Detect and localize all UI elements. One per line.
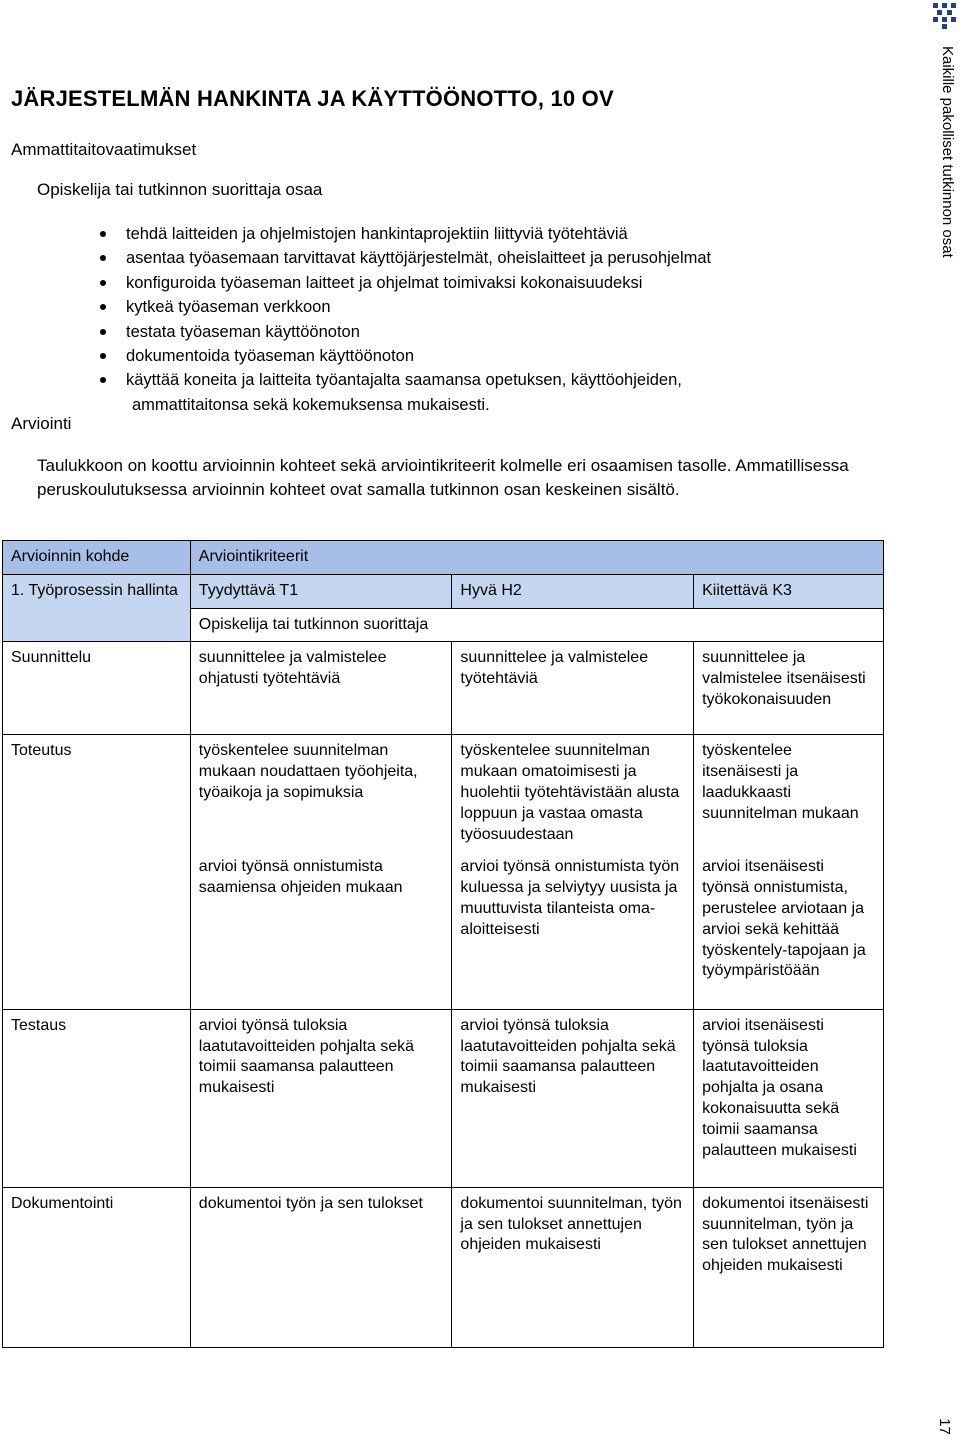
assessment-heading: Arviointi (11, 414, 72, 433)
row-t1: työskentelee suunnitelman mukaan noudattaen työohjeita, työaikoja ja sopimuksia (190, 735, 452, 851)
bullet-icon (100, 377, 106, 383)
skills-list (96, 222, 711, 417)
row-h2: arvioi työnsä tuloksia laatutavoitteiden pohjalta sekä toimii saamansa palautteen mukaisesti (452, 1009, 694, 1187)
assessment-paragraph: Taulukkoon on koottu arvioinnin kohteet sekä arviointikriteerit kolmelle eri osaamisen tasolle. Ammatillisessa peruskoulutuksessa arvioinnin kohteet ovat samalla tutkinnon osan keskeinen sisältö. (37, 456, 849, 499)
page-title: JÄRJESTELMÄN HANKINTA JA KÄYTTÖÖNOTTO, 10 OV (11, 86, 614, 111)
bullet-icon (100, 255, 106, 261)
row-t1: arvioi työnsä onnistumista saamiensa ohjeiden mukaan (190, 851, 452, 1009)
bullet-icon (100, 304, 106, 310)
header-assessment-target: Arvioinnin kohde (3, 541, 191, 575)
row-t1: arvioi työnsä tuloksia laatutavoitteiden pohjalta sekä toimii saamansa palautteen mukaisesti (190, 1009, 452, 1187)
table-row (3, 735, 884, 851)
list-item: testata työaseman käyttöönoton (96, 320, 711, 344)
row-h2: dokumentoi suunnitelman, työn ja sen tulokset annettujen ohjeiden mukaisesti (452, 1187, 694, 1347)
row-k3: arvioi itsenäisesti työnsä onnistumista, perustelee arviotaan ja arvioi sekä kehittää työskentely-tapojaan ja työympäristöään (694, 851, 884, 1009)
list-item: asentaa työasemaan tarvittavat käyttöjärjestelmät, oheislaitteet ja perusohjelmat (96, 246, 711, 270)
table-row (3, 642, 884, 735)
table-row (3, 851, 884, 1009)
bullet-icon (100, 280, 106, 286)
row-k3: työskentelee itsenäisesti ja laadukkaasti suunnitelman mukaan (694, 735, 884, 851)
bullet-icon (100, 231, 106, 237)
row-h2: arvioi työnsä onnistumista työn kuluessa ja selviytyy uusista ja muuttuvista tilanteista oma-aloitteisesti (452, 851, 694, 1009)
level-h2: Hyvä H2 (452, 574, 694, 608)
row-t1: suunnittelee ja valmistelee ohjatusti työtehtäviä (190, 642, 452, 735)
list-item: konfiguroida työaseman laitteet ja ohjelmat toimivaksi kokonaisuudeksi (96, 271, 711, 295)
table-header-row (3, 541, 884, 575)
list-item: käyttää koneita ja laitteita työantajalta saamansa opetuksen, käyttöohjeiden, ammattitaitonsa sekä kokemuksensa mukaisesti. (96, 368, 711, 417)
row-k3: arvioi itsenäisesti työnsä tuloksia laatutavoitteiden pohjalta ja osana kokonaisuutta sekä toimii saamansa palautteen mukaisesti (694, 1009, 884, 1187)
intro-line: Opiskelija tai tutkinnon suorittaja osaa (37, 180, 323, 199)
row-t1: dokumentoi työn ja sen tulokset (190, 1187, 452, 1347)
header-assessment-criteria: Arviointikriteerit (190, 541, 883, 575)
performer-label: Opiskelija tai tutkinnon suorittaja (190, 608, 883, 642)
bullet-icon (100, 329, 106, 335)
row-target: Dokumentointi (3, 1187, 191, 1347)
row-h2: suunnittelee ja valmistelee työtehtäviä (452, 642, 694, 735)
row-k3: dokumentoi itsenäisesti suunnitelman, työn ja sen tulokset annettujen ohjeiden mukaisesti (694, 1187, 884, 1347)
list-item: dokumentoida työaseman käyttöönoton (96, 344, 711, 368)
table-subheader-row (3, 574, 884, 608)
subheader-work-process: 1. Työprosessin hallinta (3, 574, 191, 642)
row-target: Suunnittelu (3, 642, 191, 735)
row-target (3, 851, 191, 1009)
row-k3: suunnittelee ja valmistelee itsenäisesti työkokonaisuuden (694, 642, 884, 735)
table-row (3, 1187, 884, 1347)
page-number: 17 (935, 1418, 953, 1435)
section-heading: Ammattitaitovaatimukset (11, 140, 197, 159)
row-h2: työskentelee suunnitelman mukaan omatoimisesti ja huolehtii työtehtävistään alusta loppuun ja vastaa omasta työosuudestaan (452, 735, 694, 851)
row-target: Testaus (3, 1009, 191, 1187)
row-target: Toteutus (3, 735, 191, 851)
organization-logo-icon (932, 2, 958, 32)
side-section-label: Kaikille pakolliset tutkinnon osat (939, 46, 956, 258)
assessment-criteria-table (2, 540, 884, 1348)
level-k3: Kiitettävä K3 (694, 574, 884, 608)
level-t1: Tyydyttävä T1 (190, 574, 452, 608)
list-item: tehdä laitteiden ja ohjelmistojen hankintaprojektiin liittyviä työtehtäviä (96, 222, 711, 246)
list-item-continuation: ammattitaitonsa sekä kokemuksensa mukaisesti. (132, 395, 490, 414)
table-row (3, 1009, 884, 1187)
list-item: kytkeä työaseman verkkoon (96, 295, 711, 319)
bullet-icon (100, 353, 106, 359)
